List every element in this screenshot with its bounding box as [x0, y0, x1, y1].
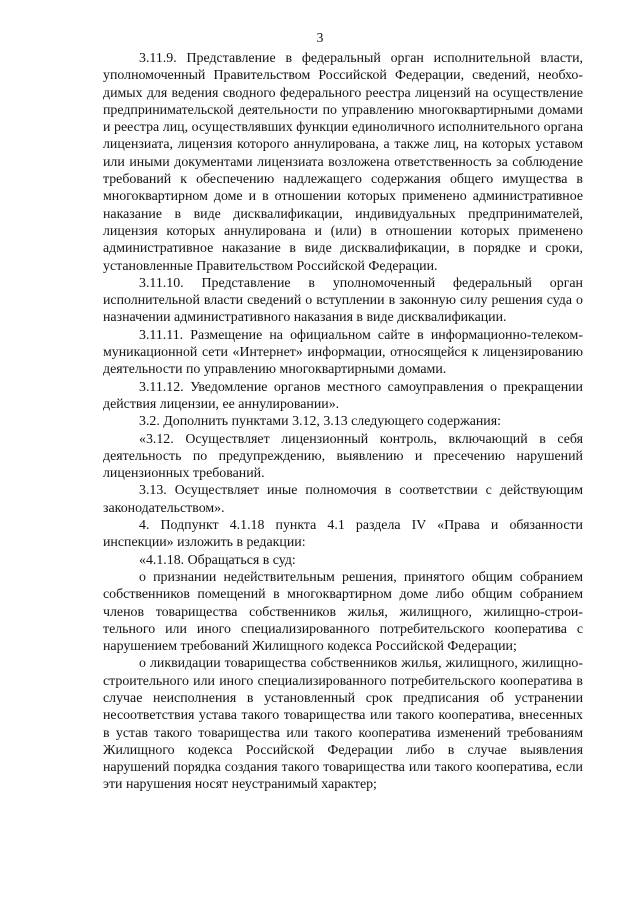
paragraph-3-12: «3.12. Осуществляет лицензионный контроль, включающий в себя деятельность по предупреждению, выявлению и пресечению нарушений лицензионных требований.	[103, 431, 583, 482]
page-number: 3	[316, 30, 324, 45]
paragraph-3-11-10: 3.11.10. Представление в уполномоченный федеральный орган исполнительной власти сведений о вступлении в законную силу решения суда о назначении административного наказания в виде дисквалификации.	[103, 275, 583, 326]
paragraph-3-2: 3.2. Дополнить пунктами 3.12, 3.13 следующего содержания:	[139, 414, 501, 430]
paragraph-liquidation: о ликвидации товарищества собственников жилья, жилищного, жилищно-строительного или иного специализированного потребительского кооператива в случае неисполнения в установленный срок предписания об устранении несоответствия устава такого товарищества или такого кооператива, внесенных в устав такого товарищества или такого кооператива изменений требованиям Жилищного кодекса Российской Федерации либо в случае выявления нарушений порядка создания такого товарищества или такого кооператива, если эти нарушения носят неустранимый характер;	[103, 656, 583, 793]
paragraph-3-11-9: 3.11.9. Представление в федеральный орган исполнительной власти, уполномоченный Правительством Российской Федерации, сведений, необходимых для ведения сводного федерального реестра лицензий на осуществление предпринимательской деятельности по управлению многоквартирными домами и реестра лиц, осуществлявших функции единоличного исполнительного органа лицензиата, лицензия которого аннулирована, а также лиц, на которых уставом или иными документами лицензиата возложена ответственность за соблюдение требований к обеспечению надлежащего содержания общего имущества в многоквартирном доме и в отношении которых применено административное наказание в виде дисквалификации, индивидуальных предпринимателей, лицензия которых аннулирована и (или) в отношении которых применено административное наказание в виде дисквалификации, в порядке и сроки, установленные Правительством Российской Федерации.	[103, 51, 583, 274]
paragraph-3-11-11: 3.11.11. Размещение на официальном сайте в информационно-телекоммуникационной сети «Интернет» информации, относящейся к лицензированию деятельности по управлению многоквартирными домами.	[103, 327, 583, 378]
paragraph-4: 4. Подпункт 4.1.18 пункта 4.1 раздела IV «Права и обязанности инспекции» изложить в редакции:	[103, 518, 583, 551]
paragraph-invalidation: о признании недействительным решения, принятого общим собранием собственников помещений в многоквартирном доме либо общим собранием членов товарищества собственников жилья, жилищного, жилищно-строительного или иного специализированного потребительского кооператива с нарушением требований Жилищного кодекса Российской Федерации;	[103, 569, 583, 655]
paragraph-3-11-12: 3.11.12. Уведомление органов местного самоуправления о прекращении действия лицензии, ее аннулировании».	[103, 379, 583, 412]
paragraph-4-1-18: «4.1.18. Обращаться в суд:	[139, 552, 296, 568]
document-body	[103, 50, 583, 794]
paragraph-3-13: 3.13. Осуществляет иные полномочия в соответствии с действующим законодательством».	[103, 483, 583, 516]
